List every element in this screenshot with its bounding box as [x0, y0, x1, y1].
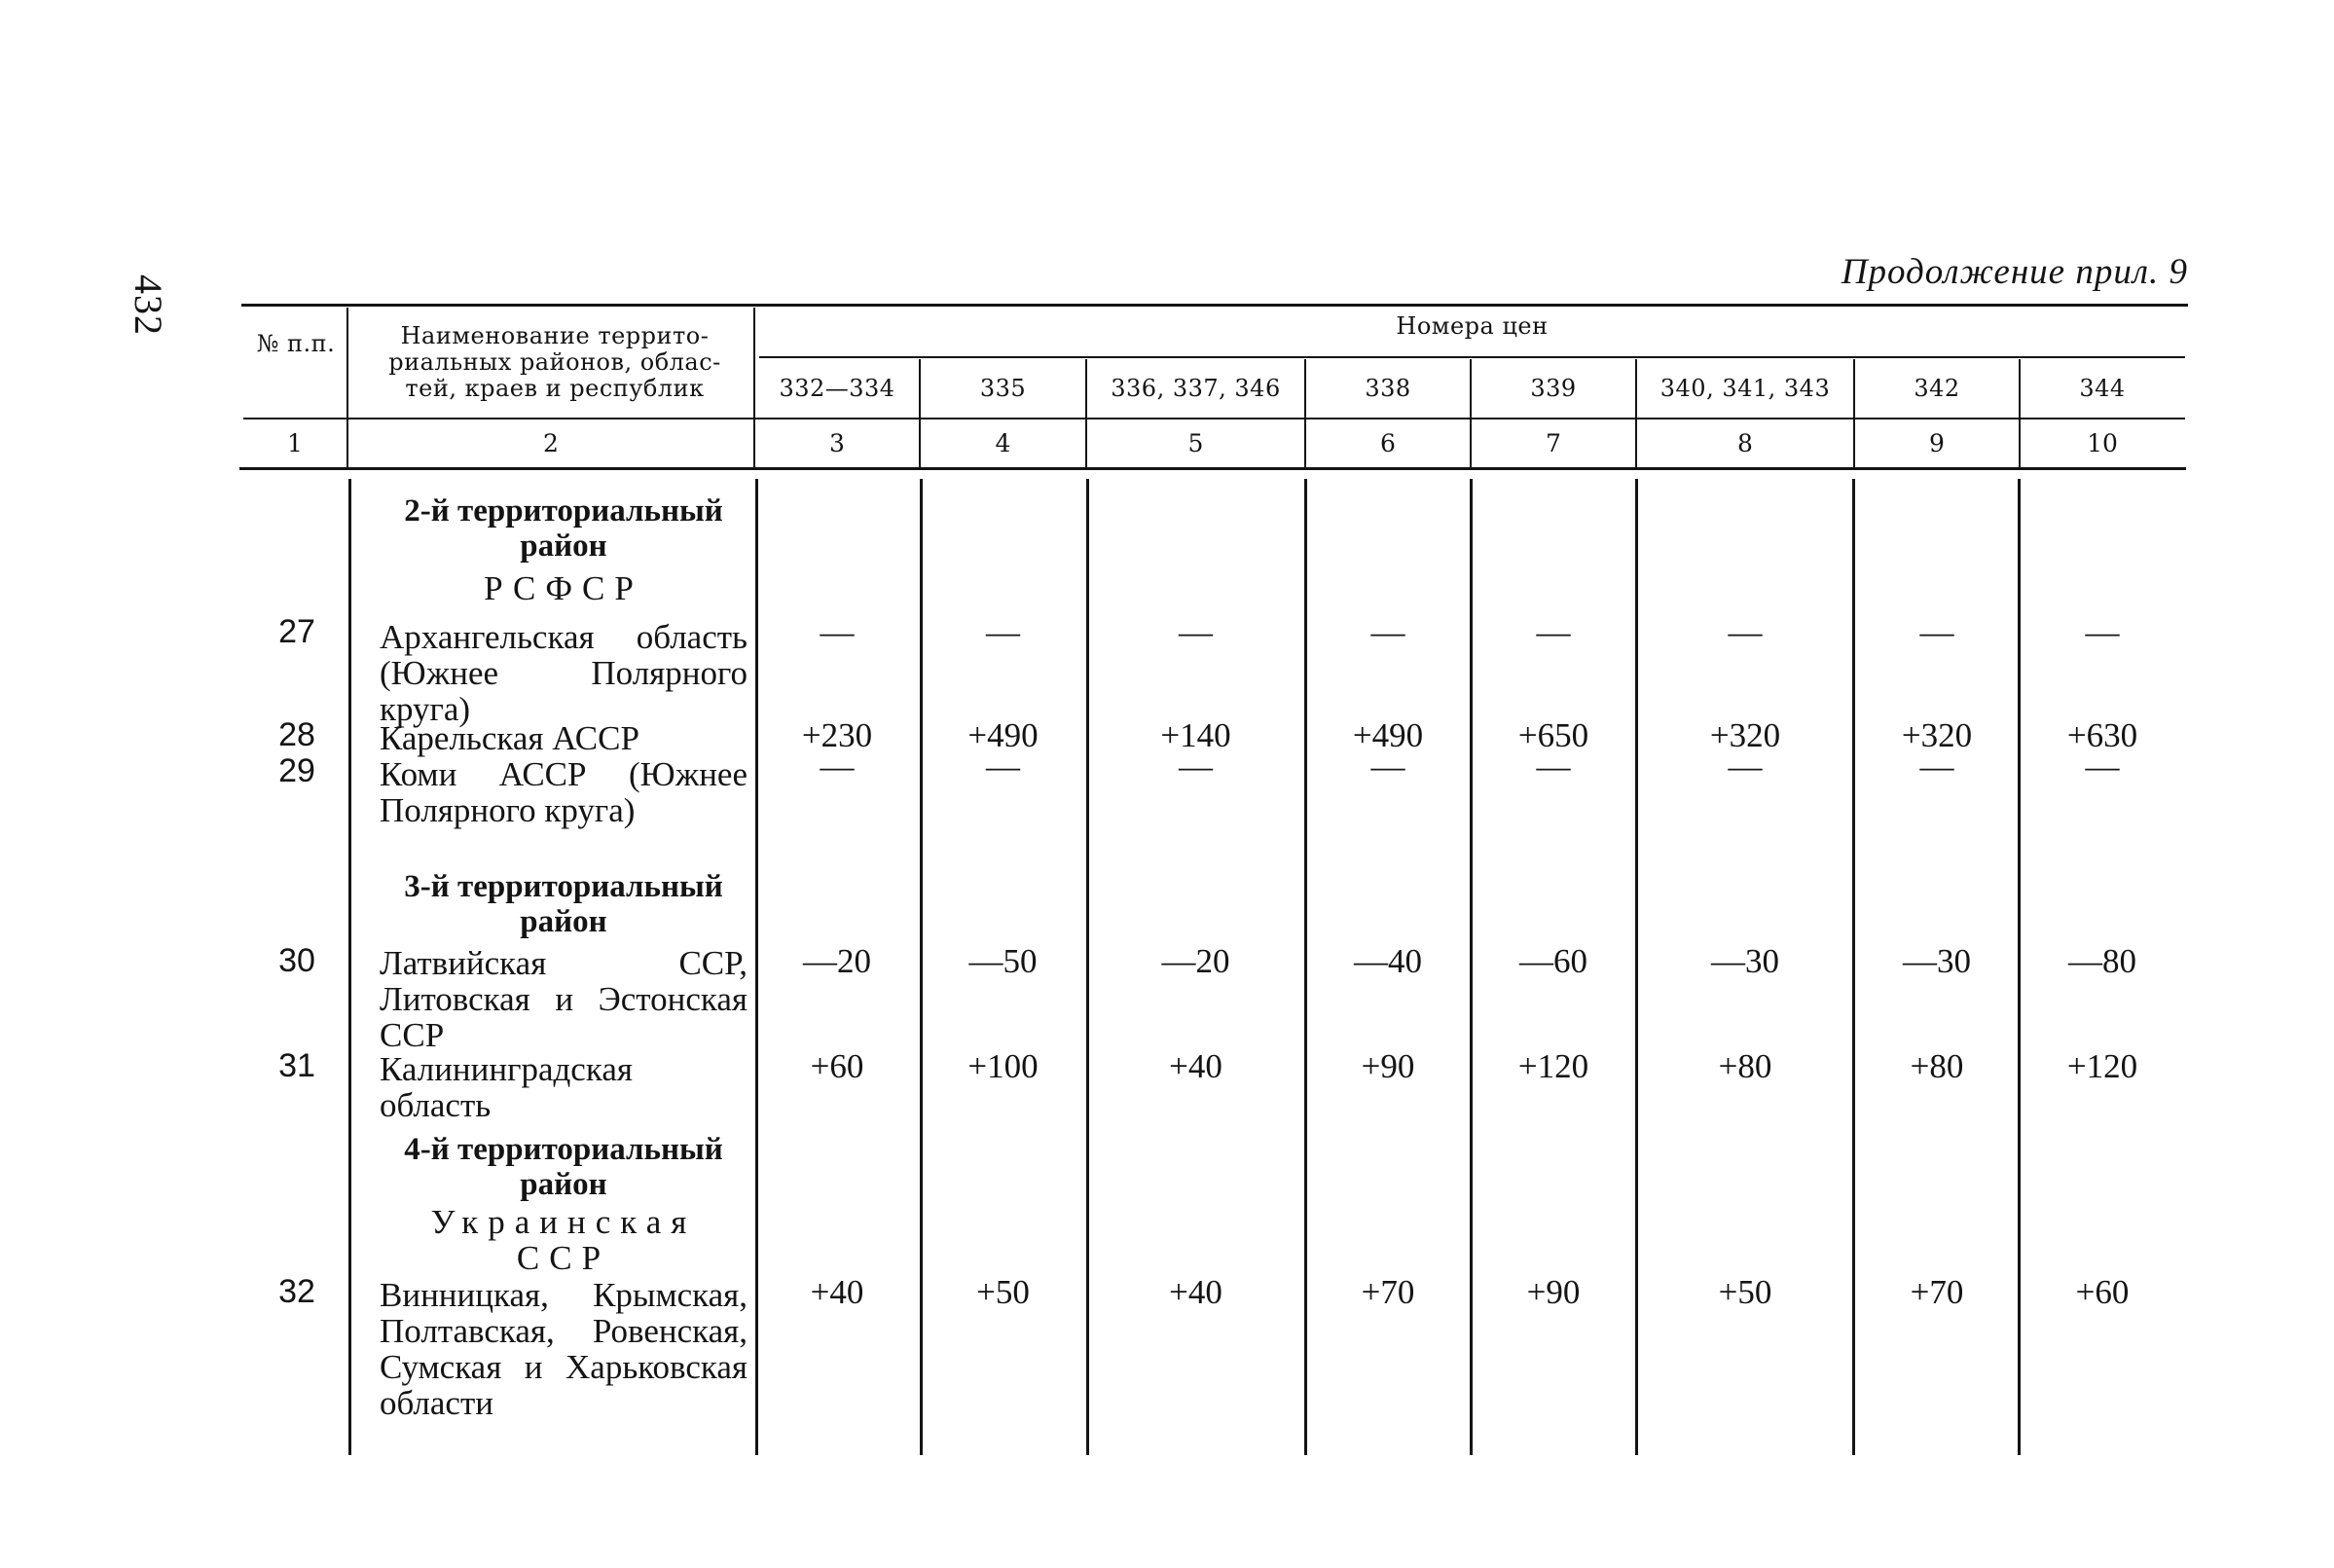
section-heading-district-3: 3-й территориальный район — [404, 869, 723, 939]
header-price-col-7: 342 — [1914, 375, 1960, 402]
row-number: 31 — [278, 1047, 315, 1084]
price-value: +490 — [967, 716, 1039, 754]
price-value: — — [1919, 613, 1954, 651]
price-value: +230 — [801, 716, 873, 754]
section-heading-ukraine: Украинская ССР — [430, 1203, 697, 1277]
row-number: 28 — [278, 716, 315, 753]
price-value: — — [820, 613, 855, 651]
price-value: —30 — [1903, 942, 1971, 980]
region-name: Калининградская область — [380, 1050, 633, 1124]
header-price-col-4: 338 — [1365, 375, 1411, 402]
price-value: — — [1728, 748, 1763, 785]
price-value: +650 — [1517, 716, 1589, 754]
region-name: Коми АССР (Южнее Полярного круга) — [380, 755, 748, 829]
column-numbers-rule — [239, 467, 2186, 470]
price-value: — — [1536, 613, 1571, 651]
header-price-col-3: 336, 337, 346 — [1111, 375, 1281, 402]
price-value: —40 — [1354, 942, 1422, 980]
price-value: +40 — [1169, 1047, 1222, 1085]
price-value: +50 — [1718, 1273, 1772, 1311]
row-number: 29 — [278, 752, 315, 789]
price-value: — — [2085, 613, 2120, 651]
column-number-2: 2 — [543, 429, 559, 457]
price-value: — — [820, 748, 855, 785]
price-value: +120 — [2066, 1047, 2138, 1085]
price-value: —50 — [968, 942, 1038, 980]
region-name: Архангельская область (Южнее Полярного круга) — [380, 618, 748, 728]
header-price-col-1: 332—334 — [779, 375, 895, 402]
price-value: —20 — [803, 942, 871, 980]
header-price-col-2: 335 — [979, 375, 1027, 402]
column-number-4: 4 — [995, 429, 1011, 457]
price-value: — — [1179, 748, 1213, 785]
header-price-col-6: 340, 341, 343 — [1659, 375, 1831, 402]
section-heading-district-2: 2-й территориальный район — [404, 493, 723, 564]
region-name: Винницкая, Крымская, Полтавская, Ровенская, Сумская и Харьковская области — [380, 1276, 748, 1422]
price-value: +70 — [1361, 1273, 1415, 1311]
price-value: +70 — [1910, 1273, 1964, 1311]
row-number: 32 — [278, 1273, 315, 1310]
price-value: — — [1536, 748, 1571, 785]
price-value: +80 — [1910, 1047, 1964, 1085]
price-value: +320 — [1901, 716, 1973, 754]
price-value: — — [986, 613, 1020, 651]
price-value: — — [1179, 613, 1213, 651]
price-value: +490 — [1352, 716, 1424, 754]
column-number-8: 8 — [1737, 429, 1753, 457]
price-value: +90 — [1361, 1047, 1415, 1085]
price-value: +320 — [1709, 716, 1781, 754]
price-value: +60 — [2075, 1273, 2130, 1311]
price-value: — — [2085, 748, 2120, 785]
price-value: +40 — [810, 1273, 864, 1311]
table-top-rule — [241, 304, 2188, 307]
header-price-col-5: 339 — [1530, 375, 1577, 402]
page-number: 432 — [127, 274, 170, 336]
price-value: +50 — [976, 1273, 1030, 1311]
running-title: Продолжение прил. 9 — [1841, 252, 2188, 292]
column-number-7: 7 — [1546, 429, 1561, 457]
price-value: +60 — [810, 1047, 864, 1085]
header-bottom-rule — [243, 418, 2185, 419]
header-col-name: Наименование террито-риальных районов, облас-тей, краев и республик — [388, 322, 721, 402]
column-number-3: 3 — [829, 429, 845, 457]
price-value: +100 — [967, 1047, 1039, 1085]
price-value: +80 — [1718, 1047, 1772, 1085]
price-value: —80 — [2068, 942, 2136, 980]
price-value: +140 — [1160, 716, 1231, 754]
region-name: Латвийская ССР, Литовская и Эстонская ССР — [380, 944, 748, 1054]
column-number-10: 10 — [2087, 429, 2118, 457]
header-price-group: Номера цен — [1396, 312, 1549, 340]
price-value: +40 — [1169, 1273, 1222, 1311]
price-value: —60 — [1519, 942, 1587, 980]
header-col-no: № п.п. — [256, 330, 336, 357]
price-group-rule — [759, 356, 2185, 358]
column-number-9: 9 — [1929, 429, 1945, 457]
price-value: +630 — [2066, 716, 2138, 754]
price-value: +120 — [1517, 1047, 1589, 1085]
price-value: +90 — [1526, 1273, 1581, 1311]
price-value: — — [1370, 613, 1405, 651]
section-heading-district-4: 4-й территориальный район — [404, 1132, 723, 1202]
region-name: Карельская АССР — [380, 719, 639, 757]
price-value: — — [1919, 748, 1954, 785]
column-number-5: 5 — [1187, 429, 1204, 457]
price-value: —30 — [1711, 942, 1779, 980]
row-number: 27 — [278, 613, 315, 650]
row-number: 30 — [278, 942, 315, 979]
header-price-col-8: 344 — [2079, 375, 2126, 402]
section-heading-rsfsr: РСФСР — [484, 569, 643, 607]
price-value: — — [1370, 748, 1405, 785]
price-value: —20 — [1161, 942, 1230, 980]
price-value: — — [1728, 613, 1763, 651]
column-number-1: 1 — [287, 429, 303, 457]
price-value: — — [986, 748, 1020, 785]
column-number-6: 6 — [1380, 429, 1396, 457]
